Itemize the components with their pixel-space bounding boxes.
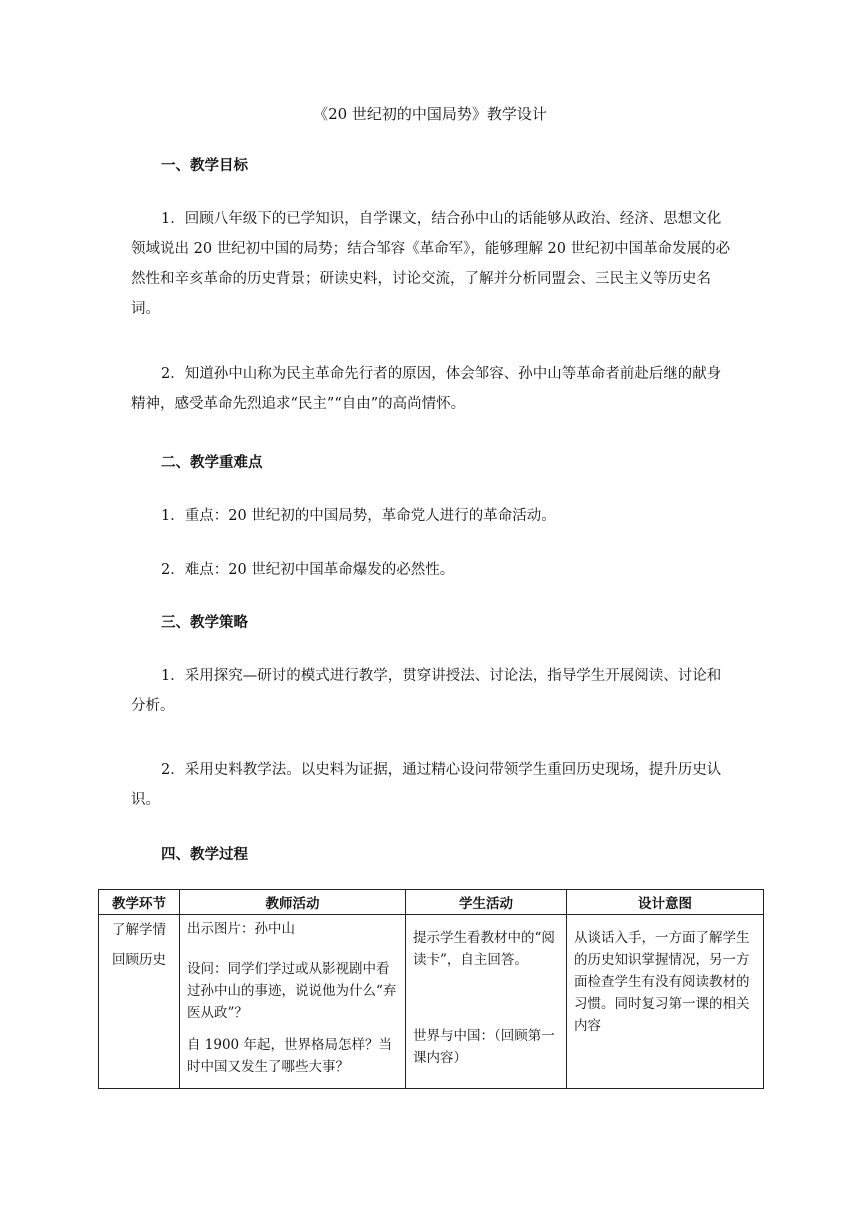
header-teacher-activity: 教师活动	[180, 890, 406, 915]
section-heading-strategy: 三、教学策略	[161, 615, 248, 631]
difficult-point-line: 2．难点：20 世纪初中国革命爆发的必然性。	[161, 562, 455, 578]
section-heading-key-points: 二、教学重难点	[161, 455, 263, 471]
document-title: 《20 世纪初的中国局势》教学设计	[313, 105, 547, 123]
student-activity-1: 提示学生看教材中的“阅读卡”，自主回答。	[413, 930, 555, 968]
strategy-paragraph-1: 1．采用探究—研讨的模式进行教学，贯穿讲授法、讨论法，指导学生开展阅读、讨论和分析。	[131, 668, 722, 714]
objectives-paragraph-1: 1．回顾八年级下的已学知识，自学课文，结合孙中山的话能够从政治、经济、思想文化领域说出 20 世纪初中国的局势；结合邹容《革命军》，能够理解 20 世纪初中国革命发展的必然性和辛亥革命的历史背景；研读史料，讨论交流，了解并分析同盟会、三民主义等历史名词。	[131, 211, 731, 317]
teacher-activity-2: 设问：同学们学过或从影视剧中看过孙中山的事迹，说说他为什么“弃医从政”？	[187, 961, 397, 1021]
key-point-line: 1．重点：20 世纪初的中国局势，革命党人进行的革命活动。	[161, 508, 556, 524]
table-row	[99, 915, 764, 1089]
stage-cell	[99, 915, 180, 1089]
student-activity-cell	[406, 915, 567, 1089]
design-intent-cell: 从谈话入手，一方面了解学生的历史知识掌握情况，另一方面检查学生有没有阅读教材的习惯。同时复习第一课的相关内容	[567, 915, 764, 1089]
teaching-process-table	[98, 889, 764, 1089]
header-student-activity: 学生活动	[406, 890, 567, 915]
section-heading-objectives: 一、教学目标	[161, 158, 248, 174]
teacher-activity-1: 出示图片：孙中山	[187, 921, 295, 937]
student-activity-2: 世界与中国：（回顾第一课内容）	[413, 1028, 555, 1066]
header-stage: 教学环节	[99, 890, 180, 915]
strategy-paragraph-2: 2．采用史料教学法。以史料为证据，通过精心设问带领学生重回历史现场，提升历史认识。	[131, 762, 722, 808]
stage-line-1: 了解学情	[112, 922, 166, 938]
stage-line-2: 回顾历史	[112, 952, 166, 968]
teacher-activity-cell	[180, 915, 406, 1089]
section-heading-process: 四、教学过程	[161, 847, 248, 863]
teacher-activity-3: 自 1900 年起，世界格局怎样？当时中国又发生了哪些大事？	[187, 1037, 392, 1075]
table-header-row	[99, 890, 764, 915]
objectives-paragraph-2: 2．知道孙中山称为民主革命先行者的原因，体会邹容、孙中山等革命者前赴后继的献身精神，感受革命先烈追求“民主”“自由”的高尚情怀。	[131, 366, 722, 412]
header-design-intent: 设计意图	[567, 890, 764, 915]
